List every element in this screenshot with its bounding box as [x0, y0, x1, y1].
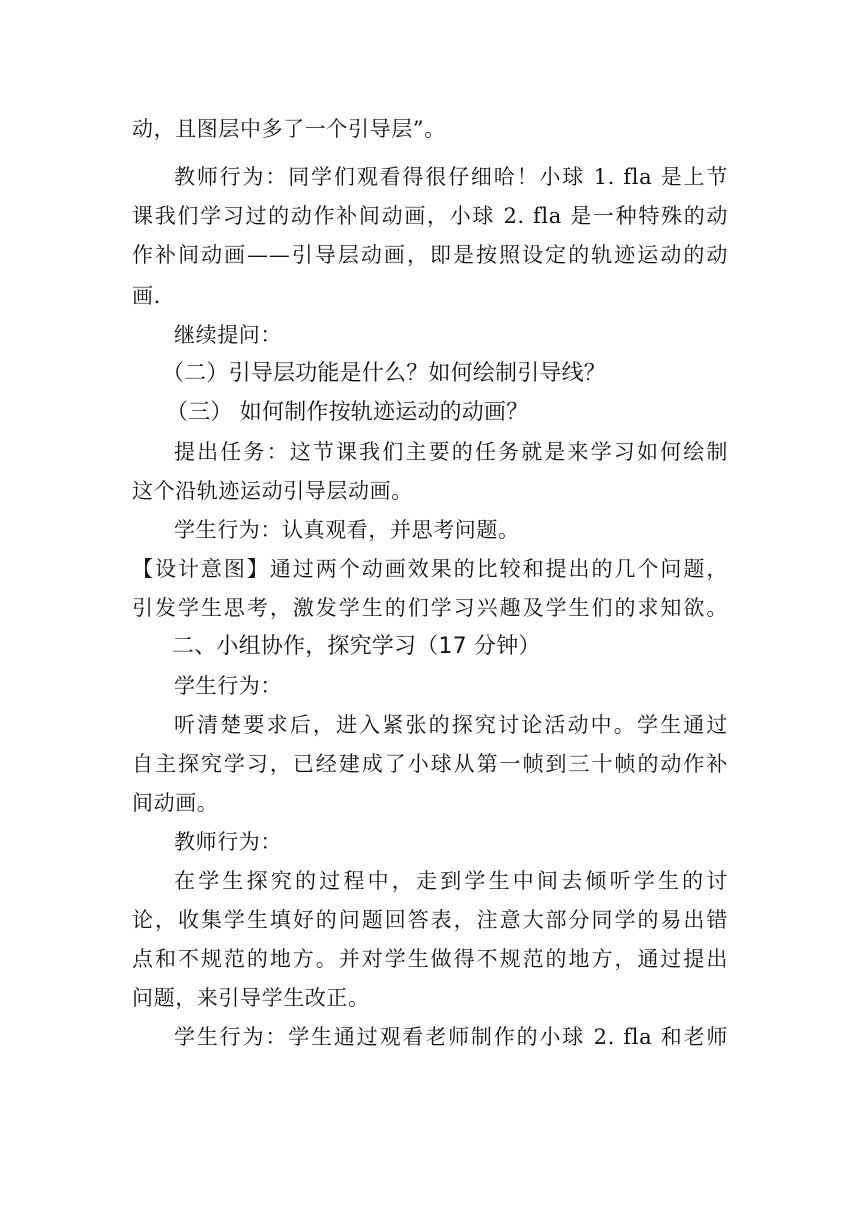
text-line: 提出任务：这节课我们主要的任务就是来学习如何绘制 [174, 440, 728, 464]
text-line: 教师行为：同学们观看得很仔细哈！小球 1. fla 是上节 [174, 165, 728, 189]
text-line: 听清楚要求后，进入紧张的探究讨论活动中。学生通过 [174, 713, 728, 737]
text-line: 间动画。 [132, 791, 219, 815]
text-line: 教师行为： [174, 830, 282, 854]
section-heading: （二）引导层功能是什么？如何绘制引导线？ [162, 361, 607, 386]
section-heading: 二、小组协作，探究学习（17 分钟） [172, 634, 541, 659]
text-line: 动，且图层中多了一个引导层”。 [132, 117, 446, 141]
text-line: 画. [132, 284, 161, 308]
text-line: 问题，来引导学生改正。 [132, 986, 370, 1010]
text-line: 论，收集学生填好的问题回答表，注意大部分同学的易出错 [132, 908, 728, 932]
text-line: 作补间动画——引导层动画，即是按照设定的轨迹运动的动 [132, 243, 728, 267]
text-line: 继续提问： [174, 323, 282, 347]
text-line: 引发学生思考，激发学生的们学习兴趣及学生们的求知欲。 [132, 596, 728, 620]
text-line: 【设计意图】通过两个动画效果的比较和提出的几个问题， [132, 557, 728, 581]
text-line: 在学生探究的过程中，走到学生中间去倾听学生的讨 [174, 869, 728, 893]
section-heading: （三） 如何制作按轨迹运动的动画？ [166, 400, 529, 425]
text-line: 课我们学习过的动作补间动画，小球 2. fla 是一种特殊的动 [132, 204, 728, 228]
text-line: 学生行为：认真观看，并思考问题。 [174, 518, 520, 542]
text-line: 点和不规范的地方。并对学生做得不规范的地方，通过提出 [132, 947, 728, 971]
text-line: 学生行为： [174, 674, 282, 698]
text-line: 这个沿轨迹运动引导层动画。 [132, 479, 413, 503]
text-line: 学生行为：学生通过观看老师制作的小球 2. fla 和老师 [174, 1025, 728, 1049]
text-line: 自主探究学习，已经建成了小球从第一帧到三十帧的动作补 [132, 752, 728, 776]
